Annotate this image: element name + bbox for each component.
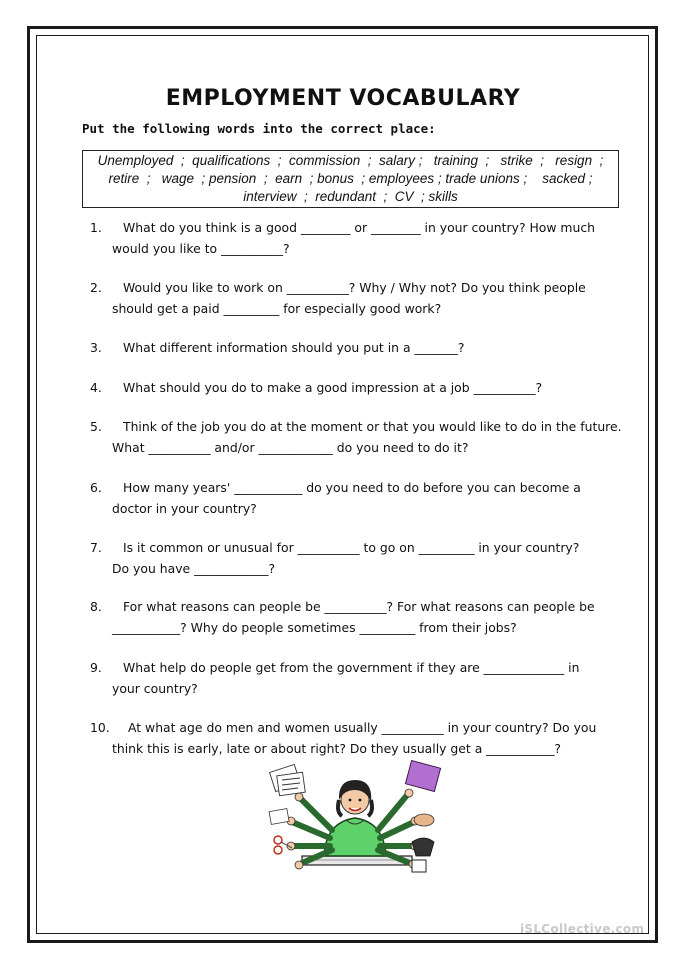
question-text: What different information should you put in a _______? <box>123 340 465 355</box>
question-text: Think of the job you do at the moment or that you would like to do in the future. <box>123 419 622 434</box>
question-number: 3. <box>90 340 102 355</box>
word-bank-line: interview ; redundant ; CV ; skills <box>243 189 458 204</box>
question-item <box>90 597 610 638</box>
busy-office-worker-illustration <box>262 760 448 880</box>
question-item <box>90 417 622 458</box>
word-bank-box <box>82 150 619 208</box>
question-item <box>90 338 610 359</box>
question-text: How many years' ___________ do you need to do before you can become a <box>123 480 581 495</box>
question-text: What should you do to make a good impression at a job __________? <box>123 380 543 395</box>
page-title: EMPLOYMENT VOCABULARY <box>165 86 521 111</box>
question-text-continued: What __________ and/or ____________ do you need to do it? <box>112 439 469 455</box>
question-item <box>90 218 610 259</box>
question-number: 6. <box>90 480 102 495</box>
question-number: 9. <box>90 660 102 675</box>
question-item <box>90 478 610 519</box>
question-text: Is it common or unusual for __________ to go on _________ in your country? <box>123 540 580 555</box>
question-text-continued: should get a paid _________ for especially good work? <box>112 300 442 316</box>
question-number: 10. <box>90 720 110 735</box>
question-text: What help do people get from the government if they are _____________ in <box>123 660 580 675</box>
question-text-continued: would you like to __________? <box>112 240 290 256</box>
question-number: 1. <box>90 220 102 235</box>
question-text-continued: doctor in your country? <box>112 500 257 516</box>
question-text-continued: your country? <box>112 680 198 696</box>
question-number: 8. <box>90 599 102 614</box>
question-number: 7. <box>90 540 102 555</box>
question-text-continued: ___________? Why do people sometimes _________ from their jobs? <box>112 619 517 635</box>
word-bank-line: Unemployed ; qualifications ; commission ; salary ; training ; strike ; resign ; <box>97 153 604 168</box>
question-text: Would you like to work on __________? Why / Why not? Do you think people <box>123 280 586 295</box>
question-text: What do you think is a good ________ or ________ in your country? How much <box>123 220 596 235</box>
instruction-text: Put the following words into the correct place: <box>82 121 436 136</box>
question-item <box>90 658 610 699</box>
question-text-continued: think this is early, late or about right? Do they usually get a ___________? <box>112 740 561 756</box>
question-text-continued: Do you have ____________? <box>112 560 276 576</box>
question-text: For what reasons can people be __________? For what reasons can people be <box>123 599 595 614</box>
question-item <box>90 718 610 759</box>
question-number: 4. <box>90 380 102 395</box>
question-text: At what age do men and women usually __________ in your country? Do you <box>128 720 597 735</box>
question-number: 2. <box>90 280 102 295</box>
question-item <box>90 538 610 579</box>
question-item <box>90 378 610 399</box>
question-number: 5. <box>90 419 102 434</box>
watermark-text: iSLCollective.com <box>520 922 645 936</box>
word-bank-line: retire ; wage ; pension ; earn ; bonus ; employees ; trade unions ; sacked ; <box>108 171 593 186</box>
question-item <box>90 278 610 319</box>
